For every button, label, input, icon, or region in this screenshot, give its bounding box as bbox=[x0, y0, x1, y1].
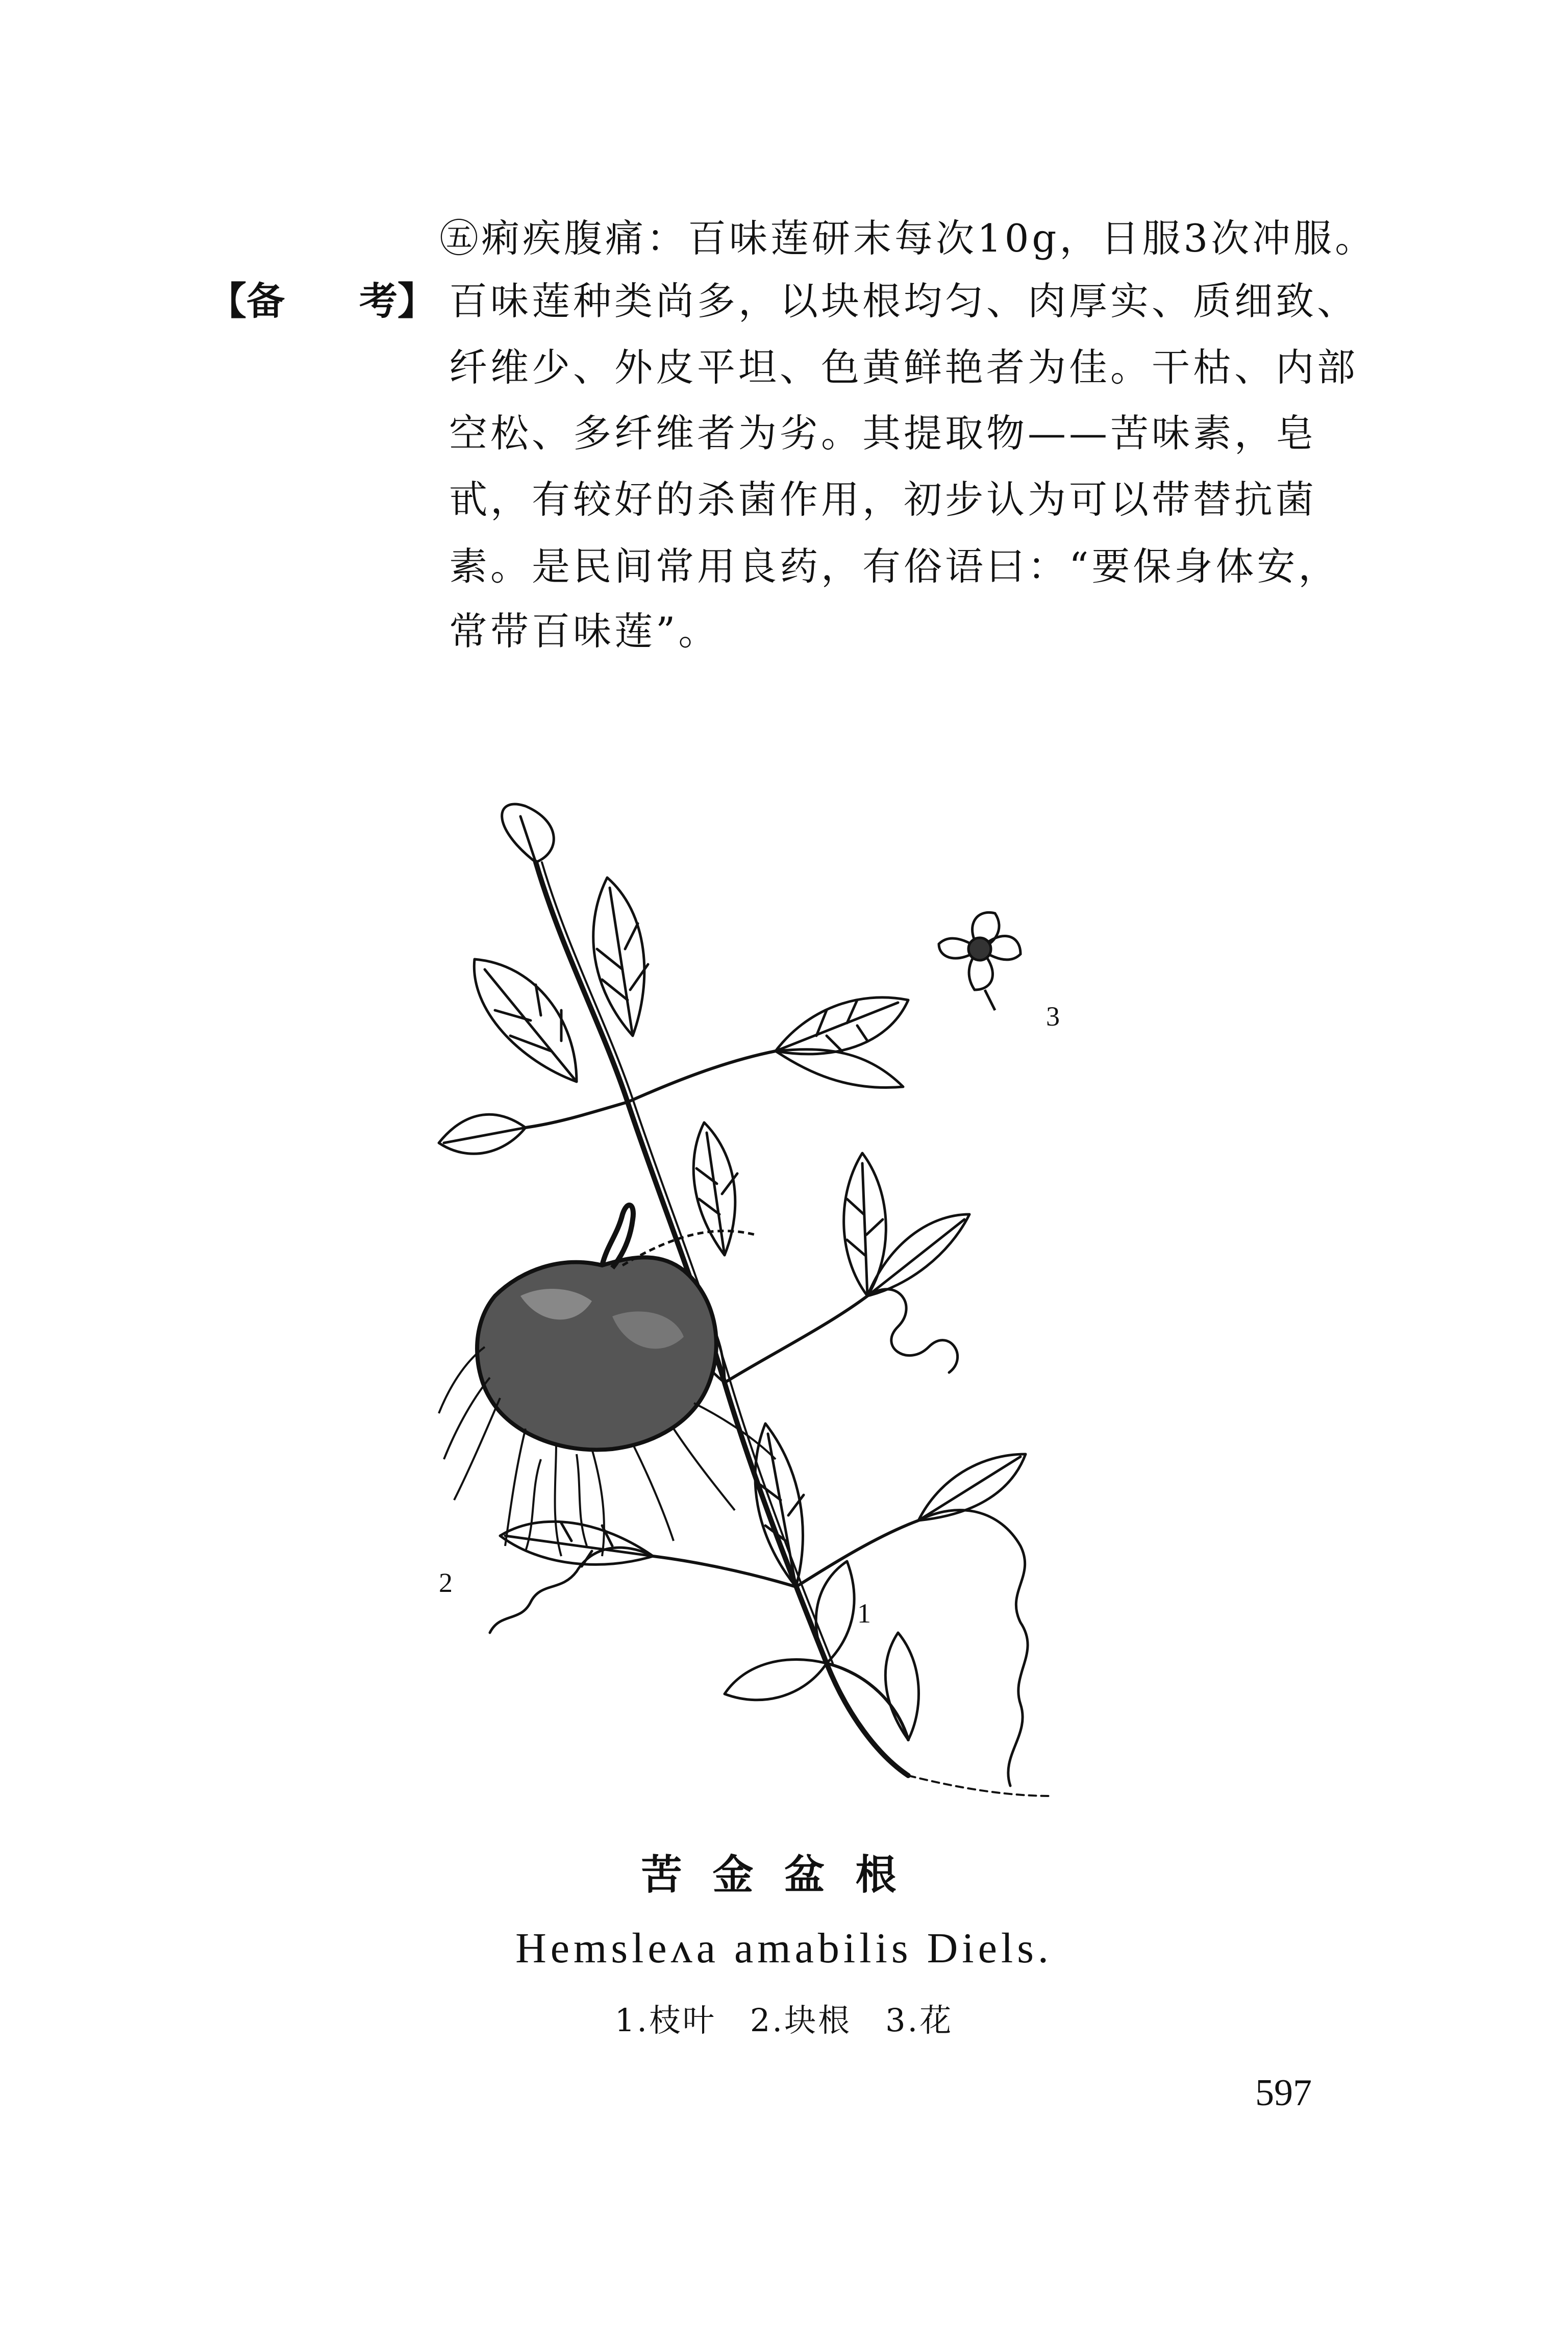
caption-latin-name: Hemsleʌa amabilis Diels. bbox=[515, 1925, 1053, 1972]
figure-label-2: 2 bbox=[439, 1567, 453, 1598]
section-tag-right: 考】 bbox=[359, 279, 436, 323]
text-line-1: ㊄痢疾腹痛：百味莲研末每次10g，日服3次冲服。 bbox=[440, 216, 1377, 261]
caption-chinese-name: 苦金盆根 bbox=[641, 1851, 927, 1899]
text-line-5: 甙，有较好的杀菌作用，初步认为可以带替抗菌 bbox=[449, 477, 1317, 522]
page-number: 597 bbox=[1255, 2072, 1312, 2114]
plant-drawing bbox=[408, 796, 1153, 1857]
text-line-3: 纤维少、外皮平坦、色黄鲜艳者为佳。干枯、内部 bbox=[449, 345, 1359, 390]
figure-label-3: 3 bbox=[1046, 1001, 1060, 1032]
tendril bbox=[867, 1289, 958, 1372]
flower bbox=[939, 912, 1021, 1010]
section-tag-remarks bbox=[208, 279, 436, 323]
text-line-6: 素。是民间常用良药，有俗语曰：“要保身体安， bbox=[449, 544, 1340, 589]
text-line-4: 空松、多纤维者为劣。其提取物——苦味素，皂 bbox=[449, 411, 1317, 456]
botanical-illustration bbox=[408, 796, 1153, 1857]
text-line-7: 常带百味莲”。 bbox=[449, 609, 720, 654]
section-tag-left: 【备 bbox=[208, 279, 285, 323]
leaf bbox=[502, 804, 554, 862]
caption-legend: 1.枝叶 2.块根 3.花 bbox=[614, 2002, 954, 2039]
figure-label-1: 1 bbox=[857, 1598, 871, 1629]
text-line-2: 百味莲种类尚多，以块根均匀、肉厚实、质细致、 bbox=[449, 279, 1359, 323]
branch-stem bbox=[628, 1051, 776, 1102]
